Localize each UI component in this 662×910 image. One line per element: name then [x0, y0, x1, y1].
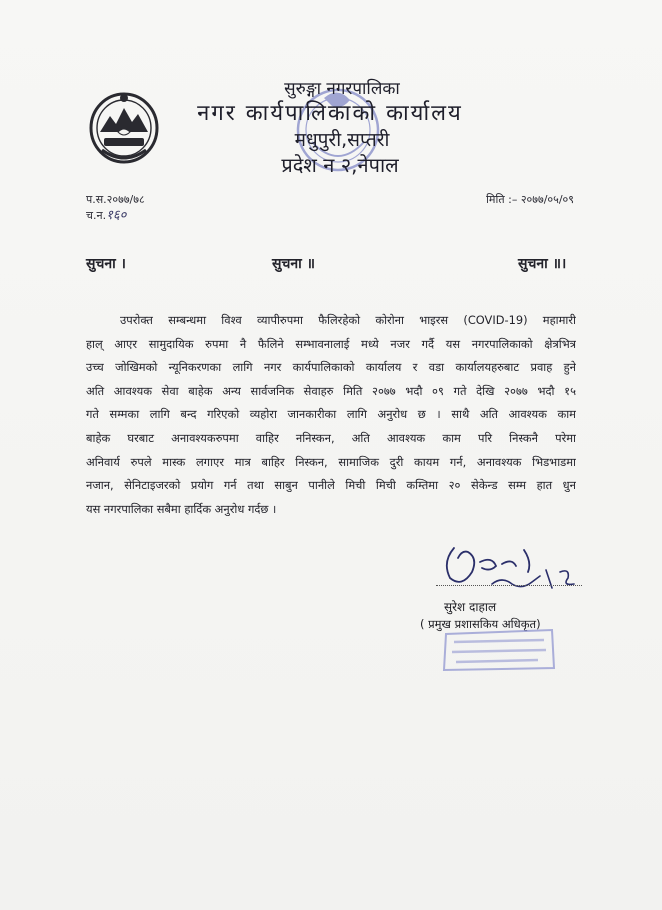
signatory-name: सुरेश दाहाल — [444, 600, 497, 614]
body-line: बाहेक घरबाट अनावश्यकरुपमा वाहिर ननिस्कन, अति आवश्यक काम परि निस्कनै परेमा — [86, 430, 576, 445]
notice-heading-center: सुचना ॥ — [272, 256, 316, 272]
body-line: उपरोक्त सम्बन्धमा विश्व व्यापीरुपमा फैलिरहेको कोरोना भाइरस (COVID-19) महामारी — [120, 313, 576, 327]
province-country: प्रदेश न २,नेपाल — [281, 153, 399, 177]
signatory-title: ( प्रमुख प्रशासकिय अधिकृत) — [420, 617, 541, 631]
dispatch-prefix: च.न. — [86, 209, 107, 222]
nepal-emblem-icon — [88, 86, 160, 166]
body-line: यस नगरपालिका सबैमा हार्दिक अनुरोध गर्दछ । — [86, 501, 277, 516]
body-line: अनिवार्य रुपले मास्क लगाएर मात्र बाहिर निस्कन, सामाजिक दुरी कायम गर्न, अनावश्यक भिडभाडमा — [86, 454, 576, 469]
dispatch-number: १६० — [106, 208, 127, 223]
body-line: अति आवश्यक सेवा बाहेक अन्य सार्वजनिक सेवाहरु मिति २०७७ भदौ ०९ गते देखि २०७७ भदौ १५ — [86, 383, 576, 398]
letter-date: मिति :– २०७७/०५/०९ — [486, 193, 574, 206]
notice-heading-right: सुचना ॥। — [518, 256, 567, 272]
body-line: गते सम्मका लागि बन्द गरिएको व्यहोरा जानकारीका लागि अनुरोध छ । साथै अति आवश्यक काम — [86, 407, 576, 422]
notice-body — [86, 309, 576, 521]
body-line: हाल् आएर सामुदायिक रुपमा नै फैलिने सम्भावनालाई मध्ये नजर गर्दै यस नगरपालिकाको क्षेत्रभित्र — [86, 336, 576, 351]
fiscal-year: प.स.२०७७/७८ — [86, 193, 145, 206]
notice-heading-left: सुचना । — [86, 256, 126, 272]
office-header — [170, 78, 490, 178]
reference-block — [86, 192, 145, 224]
dispatch-number-row — [86, 208, 145, 224]
municipality-name: सुरुङ्गा नगरपालिका — [284, 79, 400, 99]
official-stamp-icon — [440, 628, 558, 672]
office-address: मधुपुरी,सप्तरी — [294, 129, 390, 151]
body-line: उच्च जोखिमको न्यूनिकरणका लागि नगर कार्यपालिकाको कार्यालय र वडा कार्यालयहरुबाट प्रवाह हुने — [86, 360, 576, 375]
body-line: नजान, सेनिटाइजरको प्रयोग गर्न तथा साबुन पानीले मिची मिची कम्तिमा २० सेकेन्ड सम्म हात धुन — [86, 478, 576, 493]
signature-line — [436, 585, 582, 586]
office-title: नगर कार्यपालिकाको कार्यालय — [197, 101, 463, 126]
